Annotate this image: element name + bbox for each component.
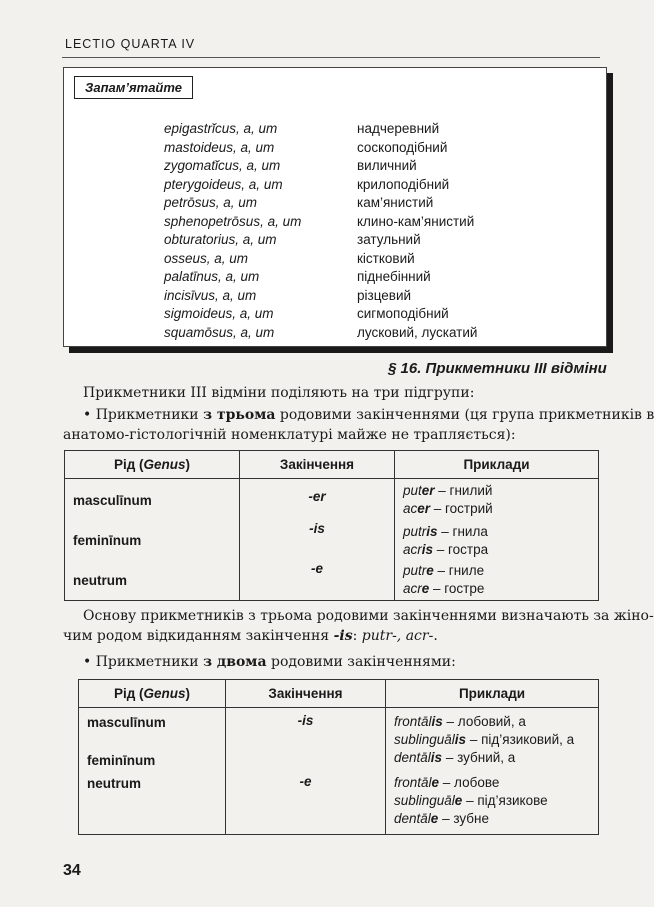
ukrainian-term: сигмоподібний bbox=[357, 306, 449, 321]
ukrainian-term: кам’янистий bbox=[357, 195, 434, 210]
example-line: frontāle – лобове bbox=[394, 775, 500, 790]
vocab-row bbox=[164, 250, 594, 269]
examples-cell bbox=[395, 479, 599, 521]
latin-term: pterygoideus, a, um bbox=[164, 176, 283, 192]
ending-cell: -is bbox=[240, 521, 395, 561]
vocab-row bbox=[164, 268, 594, 287]
table-row bbox=[65, 521, 599, 561]
bullet-text: • Прикметники bbox=[83, 407, 204, 423]
header-examples: Приклади bbox=[386, 680, 599, 708]
vocab-row bbox=[164, 194, 594, 213]
bullet-text-continued: анатомо-гістологічній номенклатурі майже не трапляється): bbox=[63, 427, 516, 443]
example-line: putris – гнила bbox=[403, 523, 488, 539]
latin-term: mastoideus, a, um bbox=[164, 139, 275, 155]
table-row bbox=[65, 479, 599, 521]
bullet-emphasis: двома bbox=[216, 654, 267, 670]
bullet-text: • Прикметники bbox=[83, 654, 204, 670]
three-endings-table bbox=[64, 450, 599, 601]
example-line: sublinguālis – під’язиковий, а bbox=[394, 732, 575, 747]
gender-cell: neutrum bbox=[65, 561, 240, 601]
stem-note bbox=[63, 606, 654, 646]
latin-term: palatīnus, a, um bbox=[164, 269, 260, 284]
vocab-row bbox=[164, 305, 594, 324]
gender-cell: feminīnum bbox=[65, 521, 240, 561]
ukrainian-term: надчеревний bbox=[357, 121, 440, 136]
latin-term: osseus, a, um bbox=[164, 250, 249, 266]
vocab-row bbox=[164, 139, 594, 158]
stem-note-line: чим родом відкиданням закінчення -is: putr-, acr-. bbox=[63, 628, 438, 644]
examples-cell bbox=[386, 770, 599, 834]
table-row bbox=[79, 770, 599, 834]
ending-cell: -er bbox=[240, 479, 395, 521]
examples-cell bbox=[395, 561, 599, 601]
running-head: LECTIO QUARTA IV bbox=[65, 37, 196, 51]
memorize-tag: Запам’ятайте bbox=[74, 76, 193, 99]
stem-note-line: Основу прикметників з трьома родовими закінченнями визначають за жіно- bbox=[83, 608, 654, 624]
latin-term: zygomatĭcus, a, um bbox=[164, 158, 281, 173]
example-line: dentālis – зубний, а bbox=[394, 750, 516, 765]
latin-term: incisīvus, a, um bbox=[164, 287, 257, 303]
vocab-row bbox=[164, 231, 594, 250]
latin-term: sigmoideus, a, um bbox=[164, 306, 274, 321]
header-rule bbox=[62, 57, 600, 58]
ukrainian-term: кістковий bbox=[357, 250, 415, 266]
examples-cell bbox=[386, 708, 599, 771]
example-line: acris – гостра bbox=[403, 541, 489, 557]
latin-term: obturatorius, a, um bbox=[164, 232, 277, 247]
vocab-row bbox=[164, 176, 594, 195]
ending-cell: -e bbox=[226, 770, 386, 834]
ending-cell: -e bbox=[240, 561, 395, 601]
ukrainian-term: піднебінний bbox=[357, 269, 431, 284]
header-genus: Рід (Genus) bbox=[79, 680, 226, 708]
vocab-row bbox=[164, 157, 594, 176]
ukrainian-term: різцевий bbox=[357, 287, 412, 303]
gender-cell: neutrum bbox=[79, 770, 226, 834]
ukrainian-term: клино-кам’янистий bbox=[357, 213, 475, 229]
ukrainian-term: виличний bbox=[357, 158, 417, 173]
page-number: 34 bbox=[63, 862, 81, 879]
header-ending: Закінчення bbox=[226, 680, 386, 708]
vocabulary-list bbox=[164, 120, 594, 342]
latin-term: squamōsus, a, um bbox=[164, 324, 275, 340]
latin-term: petrōsus, a, um bbox=[164, 195, 258, 210]
ukrainian-term: соскоподібний bbox=[357, 139, 448, 155]
example-line: puter – гнилий bbox=[403, 482, 493, 498]
three-endings-bullet bbox=[63, 405, 654, 445]
example-line: acre – гостре bbox=[403, 581, 485, 597]
gender-cell: masculīnum feminīnum bbox=[79, 708, 226, 771]
bullet-text: родовими закінченнями (ця група прикметників в bbox=[275, 407, 654, 423]
ending-cell: -is bbox=[226, 708, 386, 771]
example-line: frontālis – лобовий, а bbox=[394, 714, 526, 729]
ukrainian-term: крилоподібний bbox=[357, 176, 450, 192]
header-ending: Закінчення bbox=[240, 451, 395, 479]
ukrainian-term: затульний bbox=[357, 232, 421, 247]
two-endings-bullet bbox=[63, 652, 623, 672]
section-title: § 16. Прикметники III відміни bbox=[388, 360, 607, 377]
vocab-row bbox=[164, 213, 594, 232]
intro-paragraph: Прикметники III відміни поділяють на три підгрупи: bbox=[83, 385, 475, 401]
table-row bbox=[79, 708, 599, 771]
bullet-emphasis: трьома bbox=[216, 407, 276, 423]
gender-cell: masculīnum bbox=[65, 479, 240, 521]
memorize-box bbox=[63, 67, 607, 347]
table-header-row bbox=[65, 451, 599, 479]
header-examples: Приклади bbox=[395, 451, 599, 479]
example-line: putre – гниле bbox=[403, 563, 485, 579]
table-header-row bbox=[79, 680, 599, 708]
vocab-row bbox=[164, 324, 594, 343]
bullet-text: родовими закінченнями: bbox=[266, 654, 456, 670]
table-row bbox=[65, 561, 599, 601]
vocab-row bbox=[164, 120, 594, 139]
examples-cell bbox=[395, 521, 599, 561]
vocab-row bbox=[164, 287, 594, 306]
ukrainian-term: лусковий, лускатий bbox=[357, 324, 478, 340]
latin-term: epigastrĭcus, a, um bbox=[164, 121, 278, 136]
bullet-text: з bbox=[203, 654, 217, 670]
example-line: dentāle – зубне bbox=[394, 811, 489, 826]
header-genus: Рід (Genus) bbox=[65, 451, 240, 479]
example-line: sublinguāle – під’язикове bbox=[394, 793, 548, 808]
two-endings-table bbox=[78, 679, 599, 835]
bullet-text: з bbox=[203, 407, 217, 423]
latin-term: sphenopetrōsus, a, um bbox=[164, 213, 302, 229]
example-line: acer – гострий bbox=[403, 500, 493, 516]
